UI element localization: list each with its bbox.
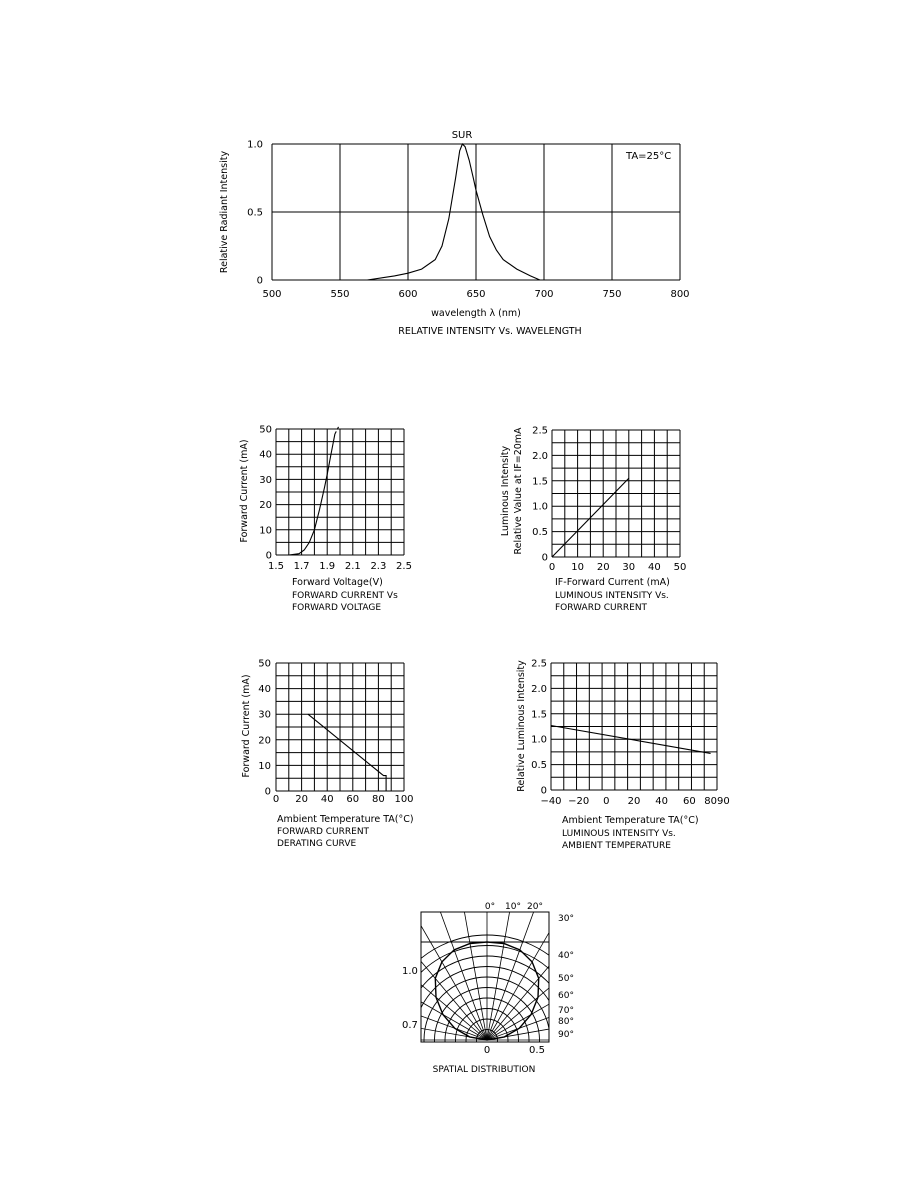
x-tick-label: 550 [330,289,350,300]
polar-grid [327,880,647,1145]
y-tick-label: 0 [541,552,548,564]
chart1-x-axis-label: wavelength λ (nm) [431,308,521,319]
y-tick-label: 2.0 [531,683,547,695]
y-tick-label: 30 [258,709,271,721]
chart1-subtitle: RELATIVE INTENSITY Vs. WAVELENGTH [398,326,582,337]
y-tick-label: 1.0 [532,501,548,513]
y-tick-label: 50 [259,424,272,436]
x-tick-label: 700 [534,289,554,300]
chart3-y-axis-label-line-1: Luminous Intensity [500,445,511,537]
chart3-y-axis-label-line-2: Relative Value at IF=20mA [513,427,524,555]
x-tick-label: 650 [466,289,486,300]
x-tick-label: −40 [540,796,562,807]
y-tick-label: 2.0 [532,450,548,462]
y-tick-label: 2.5 [532,425,548,437]
x-tick-label: 0 [272,794,280,805]
chart5-grid [551,663,717,790]
chart5-caption-line-1: Ambient Temperature TA(°C) [562,815,699,826]
chart1-annotation: TA=25°C [626,151,672,162]
y-tick-label: 0.5 [531,760,547,772]
y-tick-label: 2.5 [531,658,547,670]
y-tick-label: 0 [540,785,547,797]
x-tick-label: 800 [670,289,690,300]
chart4-y-axis-label: Forward Current (mA) [241,674,252,778]
x-tick-label: 1.9 [319,561,336,572]
y-tick-label: 0 [256,275,263,287]
series-line [335,427,339,435]
x-tick-label: 100 [394,794,414,805]
chart-spatial-distribution [327,880,647,1145]
x-tick-label: 60 [346,794,360,805]
y-tick-label: 40 [258,684,271,696]
y-tick-label: 20 [258,735,271,747]
chart-luminous-intensity-vs-ambient-temperature [516,659,730,852]
polar-angle-label: 60° [558,991,574,1001]
chart6-radius-label-2: 0.7 [402,1020,418,1031]
chart1-y-axis-label: Relative Radiant Intensity [219,150,230,274]
y-tick-label: 1.5 [532,476,548,488]
chart6-radius-label-1: 1.0 [402,966,418,977]
y-tick-label: 40 [259,449,272,461]
chart3-caption-line-3: FORWARD CURRENT [555,603,648,613]
y-tick-label: 0 [264,786,271,798]
x-tick-label: 30 [622,562,636,573]
x-tick-label: 0 [548,562,556,573]
y-tick-label: 1.0 [531,734,547,746]
polar-angle-label: 0° [484,902,496,912]
y-tick-label: 50 [258,658,271,670]
x-tick-label: 20 [295,794,308,805]
chart2-y-axis-label: Forward Current (mA) [239,439,250,543]
x-tick-label: 2.1 [344,561,361,572]
chart5-caption-line-2: LUMINOUS INTENSITY Vs. [562,829,676,839]
x-tick-label: 750 [602,289,622,300]
polar-angle-label: 40° [558,951,574,961]
x-tick-label: 2.5 [396,561,412,572]
x-tick-label: 10 [571,562,584,573]
y-tick-label: 10 [258,760,271,772]
chart2-caption-line-1: Forward Voltage(V) [292,577,383,588]
series-line [289,434,335,555]
y-tick-label: 10 [259,525,272,537]
chart-forward-current-derating [241,659,414,850]
y-tick-label: 20 [259,500,272,512]
polar-angle-label: 30° [558,914,574,924]
x-tick-label: 1.7 [293,561,310,572]
chart6-subtitle: SPATIAL DISTRIBUTION [432,1065,536,1075]
x-tick-label: 20 [627,796,641,807]
chart2-caption-line-2: FORWARD CURRENT Vs [292,591,398,601]
chart4-caption-line-2: FORWARD CURRENT [277,827,370,837]
x-tick-label: 50 [673,562,687,573]
x-tick-label: −20 [568,796,590,807]
x-tick-label: 500 [262,289,282,300]
y-tick-label: 0.5 [247,207,263,219]
chart3-caption-line-1: IF-Forward Current (mA) [555,577,670,588]
x-tick-label: 1.5 [268,561,284,572]
chart4-caption-line-3: DERATING CURVE [277,839,357,849]
x-tick-label: 600 [398,289,418,300]
polar-x-tick-label: 0 [483,1045,491,1056]
chart3-caption-line-2: LUMINOUS INTENSITY Vs. [555,591,669,601]
chart1-title: SUR [451,130,473,141]
y-tick-label: 30 [259,474,272,486]
chart1-grid [272,144,680,280]
chart4-grid [276,663,404,791]
chart2-grid [276,429,404,555]
y-tick-label: 0.5 [532,527,548,539]
x-tick-label: 20 [596,562,610,573]
polar-angle-label: 90° [558,1030,574,1040]
polar-x-tick-label: 0.5 [529,1045,545,1056]
x-tick-label: 0 [603,796,610,807]
x-tick-label: 40 [320,794,334,805]
x-tick-label: 80 [372,794,385,805]
y-tick-label: 1.0 [247,139,263,151]
chart2-caption-line-3: FORWARD VOLTAGE [292,603,382,613]
x-tick-label: 60 [682,796,696,807]
polar-angle-label: 20° [527,902,543,912]
chart-luminous-intensity-vs-forward-current [500,426,686,614]
x-tick-label: 40 [655,796,669,807]
polar-angle-label: 80° [558,1017,574,1027]
y-tick-label: 1.5 [531,709,547,721]
x-tick-label: 8090 [704,796,730,807]
chart4-caption-line-1: Ambient Temperature TA(°C) [277,814,414,825]
y-tick-label: 0 [265,550,272,562]
polar-angle-label: 50° [558,974,574,984]
chart5-caption-line-3: AMBIENT TEMPERATURE [562,841,671,851]
polar-angle-label: 70° [558,1006,574,1016]
x-tick-label: 40 [648,562,661,573]
polar-angle-line [487,960,626,1040]
chart-forward-current-vs-forward-voltage [239,425,412,614]
chart5-y-axis-label: Relative Luminous Intensity [516,660,527,792]
chart-relative-intensity-vs-wavelength [219,130,690,337]
polar-angle-label: 10° [505,902,521,912]
x-tick-label: 2.3 [370,561,387,572]
